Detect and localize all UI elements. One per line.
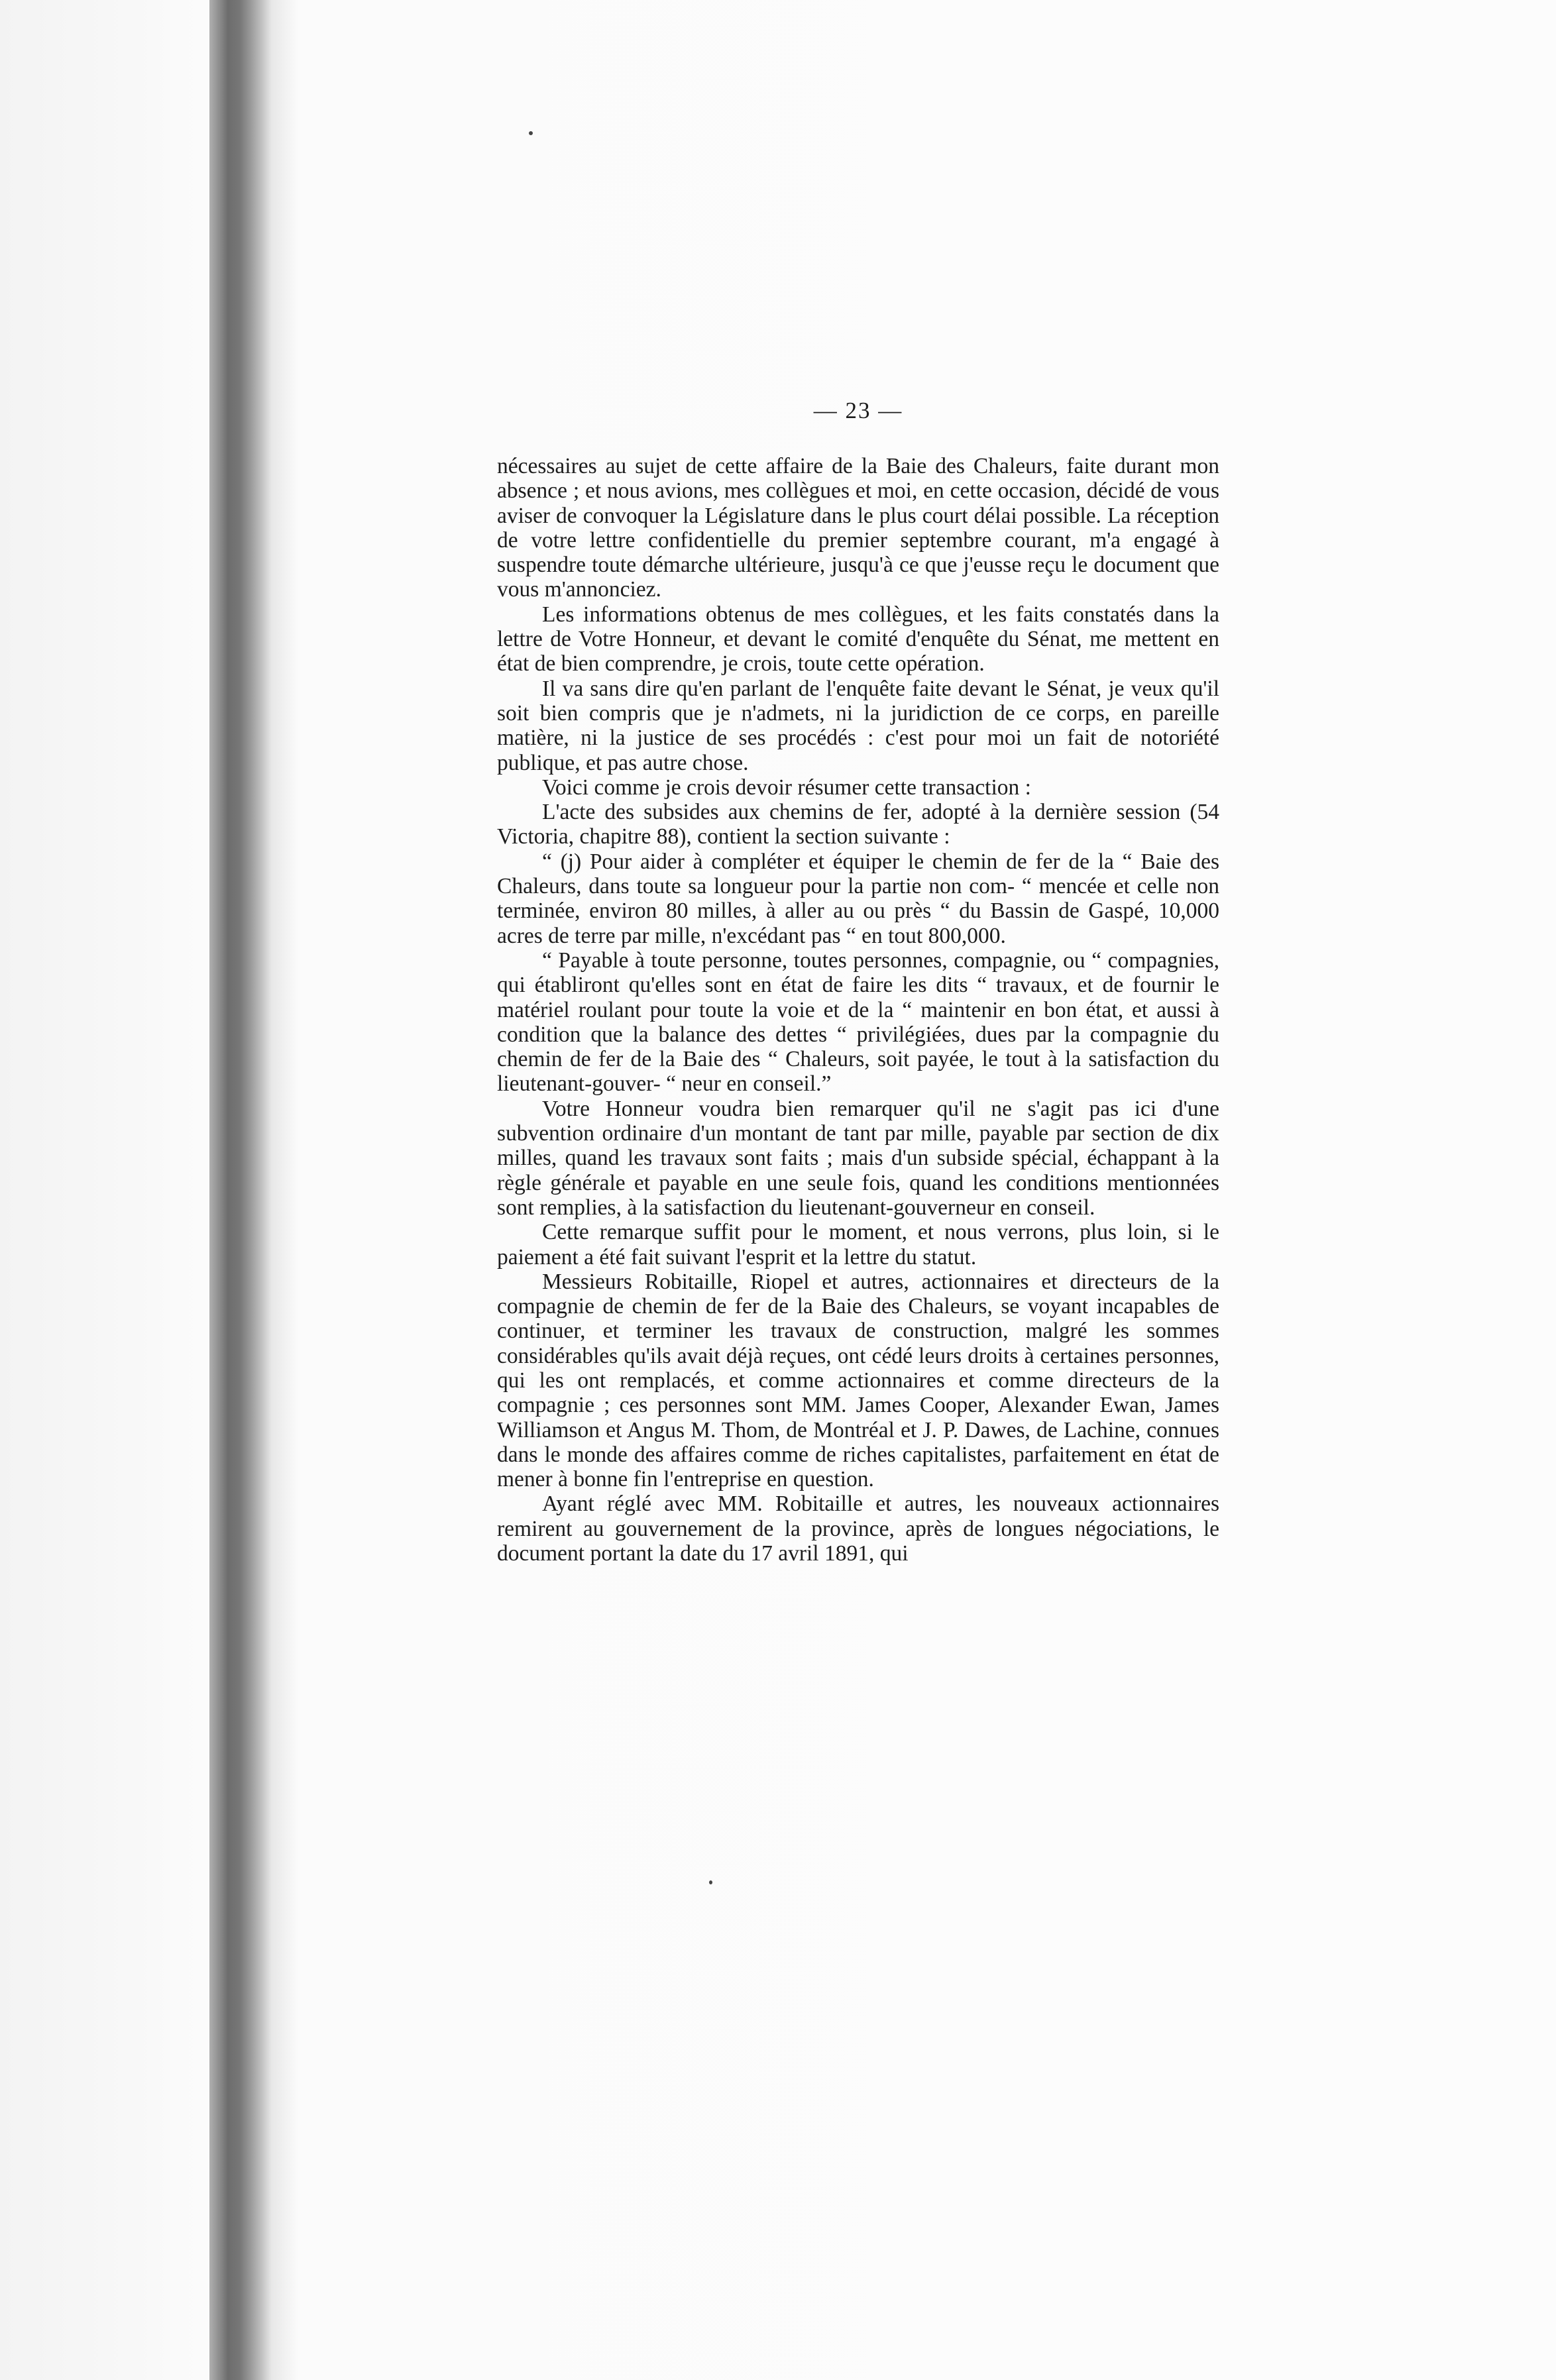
- paragraph-messieurs: Messieurs Robitaille, Riopel et autres, actionnaires et directeurs de la compagnie de chemin de fer de la Baie des Chaleurs, se voyant incapables de continuer, et terminer les travaux de construction, malgré les sommes considérables qu'ils avait déjà reçues, ont cédé leurs droits à certaines personnes, qui les ont remplacés, et comme actionnaires et comme directeurs de la compagnie ; ces personnes sont MM. James Cooper, Alexander Ewan, James Williamson et Angus M. Thom, de Montréal et J. P. Dawes, de Lachine, connues dans le monde des affaires comme de riches capitalistes, parfaitement en état de mener à bonne fin l'entreprise en question.: [497, 1269, 1219, 1492]
- paragraph-resume: Voici comme je crois devoir résumer cette transaction :: [542, 775, 1031, 800]
- paragraph-informations: Les informations obtenus de mes collègues, et les faits constatés dans la lettre de Votre Honneur, et devant le comité d'enquête du Sénat, me mettent en état de bien comprendre, je crois, toute cette opération.: [497, 602, 1219, 676]
- quoted-payable: “ Payable à toute personne, toutes personnes, compagnie, ou “ compagnies, qui établiront qu'elles sont en état de faire les dits “ travaux, et de fournir le matériel roulant pour toute la voie et de la “ maintenir en bon état, et aussi à condition que la balance des dettes “ privilégiées, dues par la compagnie du chemin de fer de la Baie des “ Chaleurs, soit payée, le tout à la satisfaction du lieutenant-gouver- “ neur en conseil.”: [497, 947, 1219, 1097]
- page-number: — 23 —: [813, 398, 903, 423]
- quoted-section-j: “ (j) Pour aider à compléter et équiper le chemin de fer de la “ Baie des Chaleurs, dans toute sa longueur pour la partie non com- “ mencée et celle non terminée, environ 80 milles, à aller au ou près “ du Bassin de Gaspé, 10,000 acres de terre par mille, n'excédant pas “ en tout 800,000.: [497, 849, 1219, 948]
- paragraph-acte-subsides: L'acte des subsides aux chemins de fer, adopté à la dernière session (54 Victoria, chapitre 88), contient la section suivante :: [497, 800, 1219, 849]
- ink-speck: [529, 131, 533, 135]
- paragraph-remarque-honneur: Votre Honneur voudra bien remarquer qu'il ne s'agit pas ici d'une subvention ordinaire d'un montant de tant par mille, payable par section de dix milles, quand les travaux sont faits ; mais d'un subside spécial, échappant à la règle générale et payable en une seule fois, quand les conditions mentionnées sont remplies, à la satisfaction du lieutenant-gouverneur en conseil.: [497, 1096, 1219, 1220]
- ink-speck: [709, 1880, 712, 1884]
- body-text: [497, 398, 1219, 1566]
- binding-gutter: [209, 0, 272, 2380]
- paragraph-ayant-regle: Ayant réglé avec MM. Robitaille et autres, les nouveaux actionnaires remirent au gouvernement de la province, après de longues négociations, le document portant la date du 17 avril 1891, qui: [497, 1491, 1219, 1566]
- paragraph-continuation: nécessaires au sujet de cette affaire de la Baie des Chaleurs, faite durant mon absence ; et nous avions, mes collègues et moi, en cette occasion, décidé de vous aviser de convoquer la Législature dans le plus court délai possible. La réception de votre lettre confidentielle du premier septembre courant, m'a engagé à suspendre toute démarche ultérieure, jusqu'à ce que j'eusse reçu le document que vous m'annonciez.: [497, 454, 1219, 602]
- gutter-shadow: [272, 0, 298, 2380]
- paragraph-enquete-senat: Il va sans dire qu'en parlant de l'enquête faite devant le Sénat, je veux qu'il soit bien compris que je n'admets, ni la juridiction de ce corps, en pareille matière, ni la justice de ses procédés : c'est pour moi un fait de notoriété publique, et pas autre chose.: [497, 676, 1219, 775]
- paragraph-cette-remarque: Cette remarque suffit pour le moment, et nous verrons, plus loin, si le paiement a été fait suivant l'esprit et la lettre du statut.: [497, 1220, 1219, 1270]
